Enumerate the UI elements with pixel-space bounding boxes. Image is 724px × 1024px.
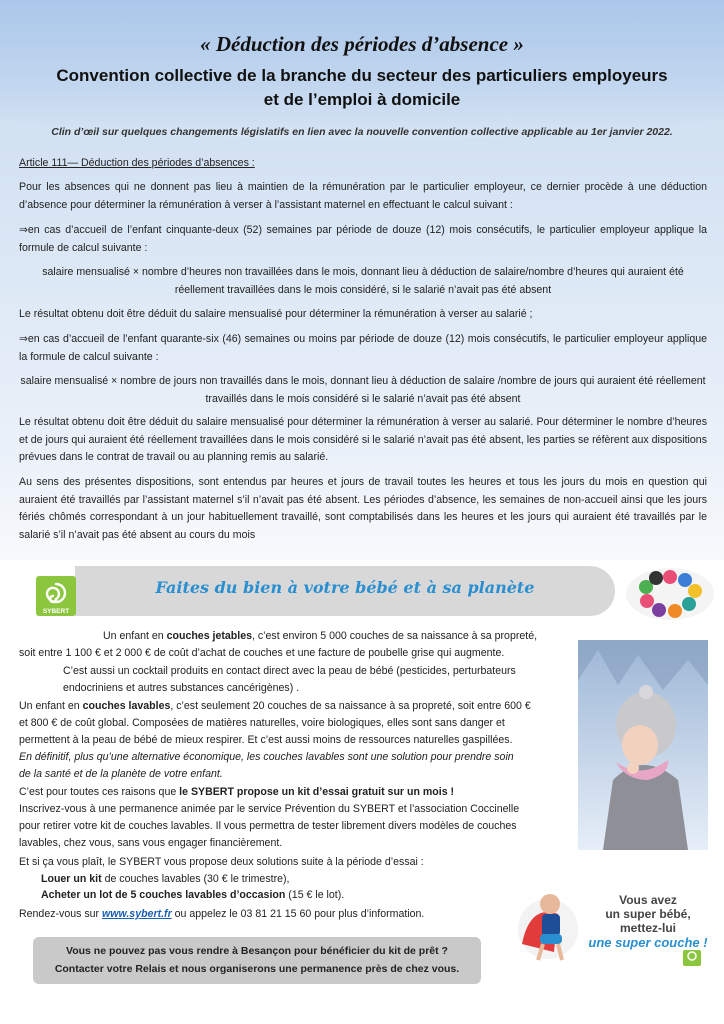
ad-slogan: une super couche ! [588, 935, 708, 950]
text-l1c: , c’est environ 5 000 couches de sa naissance à sa propreté, [252, 630, 538, 642]
formula-days: salaire mensualisé × nombre de jours non travaillés dans le mois, donnant lieu à déduction de salaire /nombre de jours qui auraient été réellement travaillés dans le mois considéré si le salarié n’avait pas été absent [20, 375, 706, 405]
article-paragraph-5: Le résultat obtenu doit être déduit du salaire mensualisé pour déterminer la rémunération à verser au salarié. Pour déterminer le nombre d’heures et de jours qui auraient été réellement travaillées dans le mois considéré si le salarié n’avait pas été absent, les parties se réfèrent aux dispositions prévues dans le contrat de travail ou au planning remis au salarié. [19, 416, 707, 463]
option-buy [41, 887, 561, 905]
text-line-13: lavables, chez vous, sans vous engager financièrement. [19, 837, 283, 849]
info-box [33, 937, 481, 984]
text-line-8: En définitif, plus qu’une alternative économique, les couches lavables sont une solution pour prendre soin [19, 751, 514, 763]
text-l17b: ou appelez le 03 81 21 15 60 pour plus d’information. [171, 908, 425, 920]
text-line-14: Et si ça vous plaît, le SYBERT vous propose deux solutions suite à la période d’essai : [19, 856, 424, 868]
sybert-logo [36, 576, 76, 616]
section-title: Faites du bien à votre bébé et à sa planète [155, 578, 535, 597]
article-paragraph-2: ⇒en cas d’accueil de l’enfant cinquante-deux (52) semaines par période de douze (12) mois consécutifs, le particulier employeur applique la formule de calcul suivante : [19, 224, 707, 254]
subtitle-line-1: Convention collective de la branche du secteur des particuliers employeurs [56, 66, 668, 85]
ad-line-3: mettez-lui [619, 921, 676, 935]
text-line-7: permettent à la peau de bébé de mieux respirer. Et c’est aussi moins de ressources naturelles gaspillées. [19, 734, 513, 746]
text-rent-bold: Louer un kit [41, 873, 102, 885]
article-paragraph-1: Pour les absences qui ne donnent pas lieu à maintien de la rémunération par le particulier employeur, ce dernier procède à une déduction d’absence pour déterminer la rémunération à verser à l’assistant maternel en effectuant le calcul suivant : [19, 181, 707, 211]
text-l17a: Rendez-vous sur [19, 908, 103, 920]
text-l10a: C’est pour toutes ces raisons que [19, 786, 180, 798]
text-line-11: Inscrivez-vous à une permanence animée par le service Prévention du SYBERT et l’association Coccinelle [19, 803, 520, 815]
ad-line-1: Vous avez [619, 893, 677, 907]
header-note: Clin d’œil sur quelques changements législatifs en lien avec la nouvelle convention collective applicable au 1er janvier 2022. [51, 126, 673, 138]
option-rent [41, 871, 561, 889]
text-line-2: soit entre 1 100 € et 2 000 € de coût d’achat de couches et une facture de poubelle grise qui augmente. [19, 647, 505, 659]
contact-line [19, 906, 579, 924]
text-l5c: , c’est seulement 20 couches de sa naissance à sa propreté, soit entre 600 € [170, 700, 531, 712]
text-line-10 [19, 784, 579, 802]
intro-line [19, 628, 579, 646]
text-couches-jetables: couches jetables [166, 630, 252, 642]
text-couches-lavables: couches lavables [82, 700, 171, 712]
text-buy-bold: Acheter un lot de 5 couches lavables d’occasion [41, 889, 286, 901]
article-paragraph-4: ⇒en cas d’accueil de l’enfant quarante-six (46) semaines ou moins par période de douze (12) mois consécutifs, le particulier employeur applique la formule de calcul suivante : [19, 333, 707, 363]
info-box-line-2: Contacter votre Relais et nous organiserons une permanence près de chez vous. [54, 963, 460, 975]
text-line-4: endocriniens et autres substances cancérigènes) . [63, 682, 300, 694]
article-heading: Article 111— Déduction des périodes d’absences : [19, 157, 255, 169]
diapers-wreath-image [625, 567, 715, 621]
text-rent-price: de couches lavables (30 € le trimestre), [101, 873, 290, 885]
text-line-12: pour retirer votre kit de couches lavables. Il vous permettra de tester librement divers modèles de couches [19, 820, 517, 832]
subtitle-line-2: et de l’emploi à domicile [263, 90, 461, 109]
ad-text [588, 893, 708, 935]
article-paragraph-3: Le résultat obtenu doit être déduit du salaire mensualisé pour déterminer la rémunération à verser au salarié ; [19, 308, 533, 320]
text-kit-offer: le SYBERT propose un kit d’essai gratuit sur un mois ! [179, 786, 455, 798]
page-subtitle [0, 64, 724, 112]
logo-text: SYBERT [42, 608, 70, 615]
text-line-5 [19, 698, 579, 716]
article-paragraph-6: Au sens des présentes dispositions, sont entendus par heures et jours de travail toutes les heures et tous les jours du mois en question qui auraient été travaillés par l’assistant maternel s’il n’avait pas été absent. Les périodes d’absence, les semaines de non-accueil ainsi que les jours fériés chômés correspondant à un jour habituellement travaillé, sont comptabilisés dans les heures et les jours qui auraient été travaillés par le salarié s’il n’avait pas été absent au cours du mois [19, 476, 707, 541]
page-title: « Déduction des périodes d’absence » [200, 32, 524, 56]
formula-hours: salaire mensualisé × nombre d’heures non travaillées dans le mois, donnant lieu à déduction de salaire/nombre d’heures qui auraient été réellement travaillées dans le mois considéré, si le salarié n’avait pas été absent [42, 266, 684, 296]
info-box-line-1: Vous ne pouvez pas vous rendre à Besançon pour bénéficier du kit de prêt ? [66, 945, 448, 957]
text-buy-price: (15 € le lot). [285, 889, 345, 901]
text-l5a: Un enfant en [19, 700, 83, 712]
text-l1a: Un enfant en [103, 630, 167, 642]
text-line-3: C’est aussi un cocktail produits en contact direct avec la peau de bébé (pesticides, perturbateurs [63, 665, 516, 677]
ad-line-2: un super bébé, [605, 907, 691, 921]
child-winter-photo [578, 640, 708, 850]
text-line-6: et 800 € de coût global. Composées de matières naturelles, voire biologiques, elles sont sans danger et [19, 717, 505, 729]
sybert-website-link[interactable]: www.sybert.fr [102, 908, 172, 920]
text-line-9: de la santé et de la planète de votre enfant. [19, 768, 223, 780]
